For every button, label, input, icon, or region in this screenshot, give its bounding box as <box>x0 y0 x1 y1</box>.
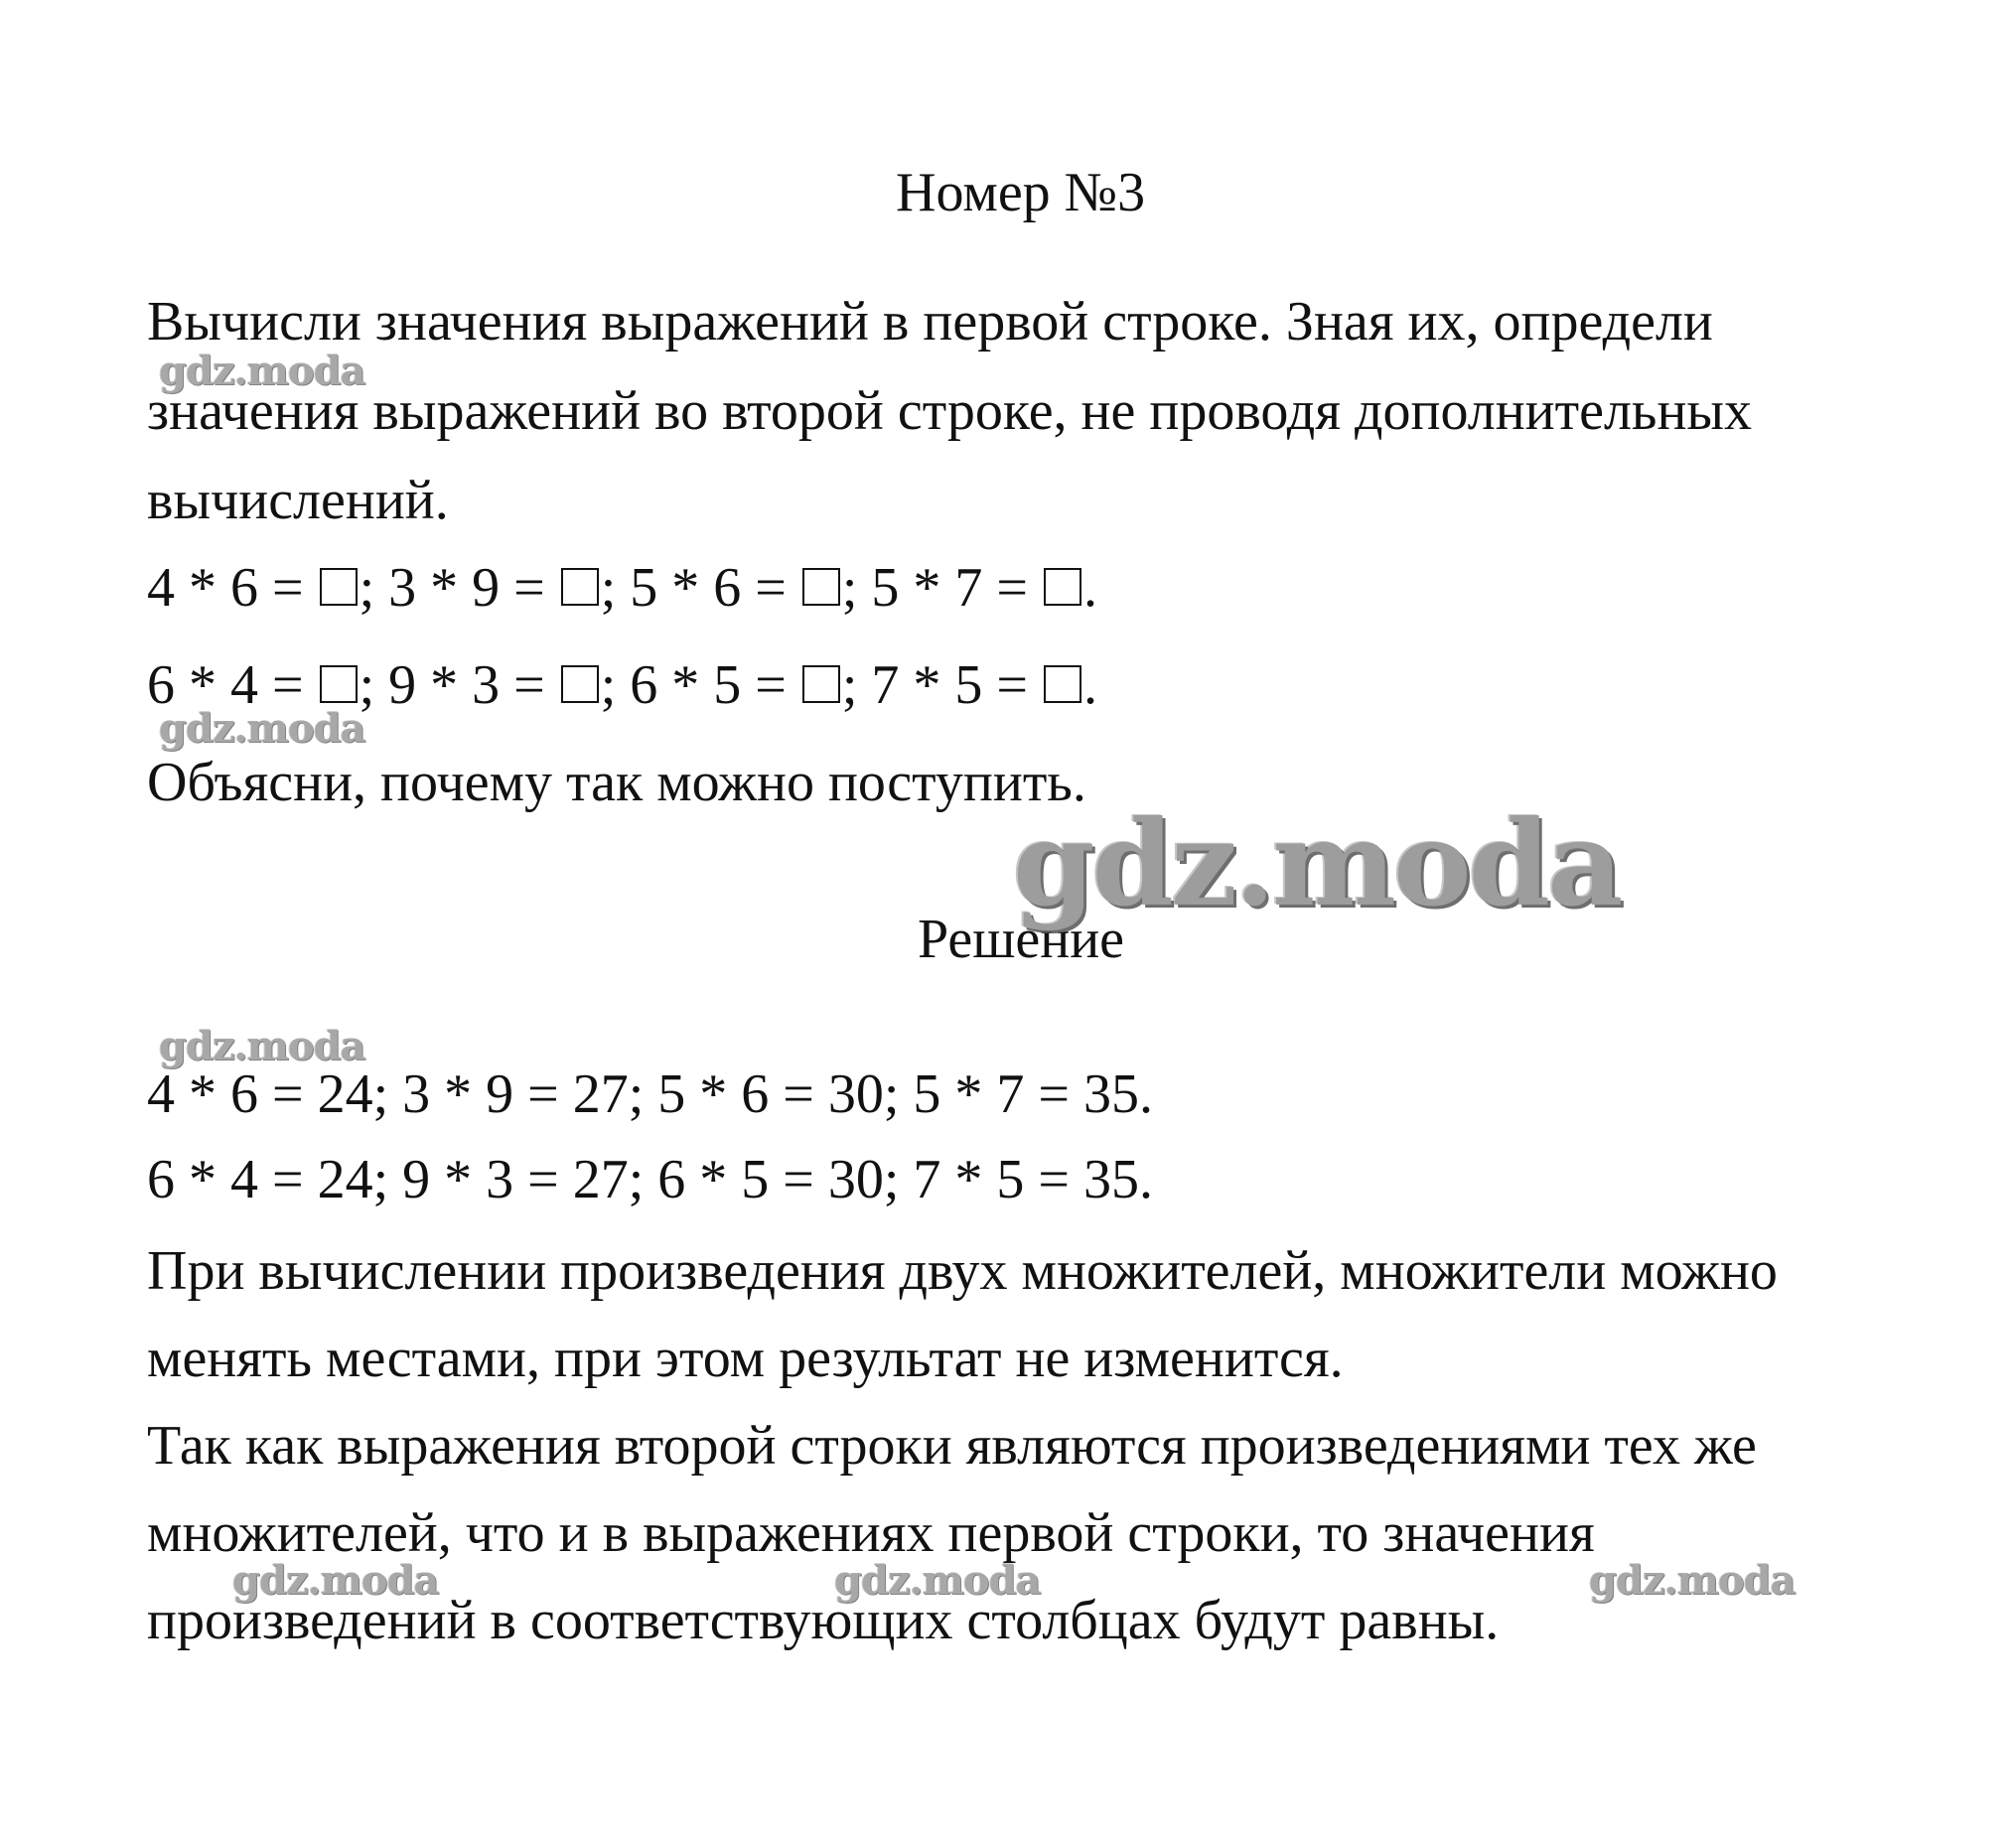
task-line-2: значения выражений во второй строке, не проводя дополнительных <box>147 380 1753 442</box>
watermark: gdz.moda <box>1589 1557 1796 1604</box>
answer-box <box>561 665 599 703</box>
task-line-1: Вычисли значения выражений в первой строке. Зная их, определи <box>147 291 1713 353</box>
expr-text: ; 3 * 9 = <box>359 557 559 619</box>
explanation-line-2: менять местами, при этом результат не изменится. <box>147 1328 1344 1389</box>
explanation-line-4: множителей, что и в выражениях первой строки, то значения <box>147 1502 1595 1564</box>
expr-text: 4 * 6 = <box>147 557 318 619</box>
watermark: gdz.moda <box>159 348 365 394</box>
watermark: gdz.moda <box>834 1557 1041 1604</box>
watermark: gdz.moda <box>232 1557 439 1604</box>
solution-heading: Решение <box>918 909 1125 970</box>
answer-box <box>802 568 840 606</box>
page-title: Номер №3 <box>896 162 1146 223</box>
expr-text: ; 5 * 6 = <box>600 557 800 619</box>
expr-text: ; 6 * 5 = <box>600 654 800 716</box>
expr-text: ; 5 * 7 = <box>841 557 1043 619</box>
expr-text: ; 9 * 3 = <box>359 654 559 716</box>
solution-row-1: 4 * 6 = 24; 3 * 9 = 27; 5 * 6 = 30; 5 * 7 = 35. <box>147 1063 1154 1125</box>
watermark: gdz.moda <box>1013 794 1621 932</box>
expr-text: 6 * 4 = <box>147 654 318 716</box>
explanation-line-3: Так как выражения второй строки являются произведениями тех же <box>147 1415 1757 1477</box>
watermark: gdz.moda <box>159 1023 365 1069</box>
task-expression-row-1 <box>147 557 1098 619</box>
answer-box <box>320 665 358 703</box>
solution-row-2: 6 * 4 = 24; 9 * 3 = 27; 6 * 5 = 30; 7 * 5 = 35. <box>147 1149 1154 1210</box>
explanation-line-5: произведений в соответствующих столбцах будут равны. <box>147 1590 1500 1651</box>
task-question: Объясни, почему так можно поступить. <box>147 752 1086 813</box>
answer-box <box>1044 665 1081 703</box>
answer-box <box>561 568 599 606</box>
watermark: gdz.moda <box>159 705 365 752</box>
explanation-line-1: При вычислении произведения двух множителей, множители можно <box>147 1240 1778 1302</box>
expr-text: . <box>1083 654 1098 716</box>
task-line-3: вычислений. <box>147 470 449 531</box>
answer-box <box>320 568 358 606</box>
expr-text: . <box>1083 557 1098 619</box>
answer-box <box>802 665 840 703</box>
expr-text: ; 7 * 5 = <box>841 654 1043 716</box>
answer-box <box>1044 568 1081 606</box>
